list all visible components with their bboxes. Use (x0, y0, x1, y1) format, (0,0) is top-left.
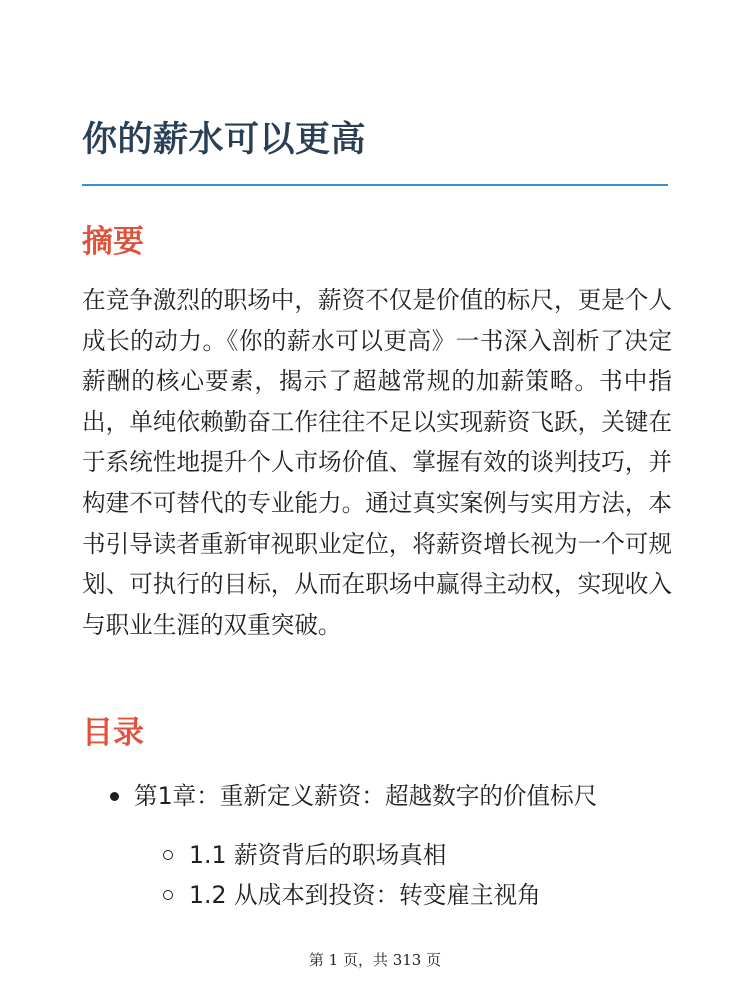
toc-section-1-1[interactable] (189, 838, 446, 872)
title-divider (82, 184, 668, 186)
document-title: 你的薪水可以更高 (82, 120, 367, 160)
hollow-bullet-icon (163, 850, 173, 860)
page-number-footer: 第 1 页，共 313 页 (308, 951, 442, 969)
abstract-paragraph: 在竞争激烈的职场中，薪资不仅是价值的标尺，更是个人成长的动力。《你的薪水可以更高》一书深入剖析了决定薪酬的核心要素，揭示了超越常规的加薪策略。书中指出，单纯依赖勤奋工作往往不足以实现薪资飞跃，关键在于系统性地提升个人市场价值、掌握有效的谈判技巧，并构建不可替代的专业能力。通过真实案例与实用方法，本书引导读者重新审视职业定位，将薪资增长视为一个可规划、可执行的目标，从而在职场中赢得主动权，实现收入与职业生涯的双重突破。 (82, 286, 672, 639)
toc-section-label: 1.1 薪资背后的职场真相 (189, 841, 447, 869)
toc-section-label: 1.2 从成本到投资：转变雇主视角 (189, 881, 541, 909)
toc-chapter-1[interactable] (134, 779, 597, 813)
toc-section-1-2[interactable] (189, 878, 541, 912)
hollow-bullet-icon (163, 890, 173, 900)
abstract-heading: 摘要 (82, 224, 144, 260)
toc-heading: 目录 (82, 715, 144, 751)
toc-chapter-label: 第1章：重新定义薪资：超越数字的价值标尺 (134, 782, 598, 810)
filled-bullet-icon (110, 792, 119, 801)
